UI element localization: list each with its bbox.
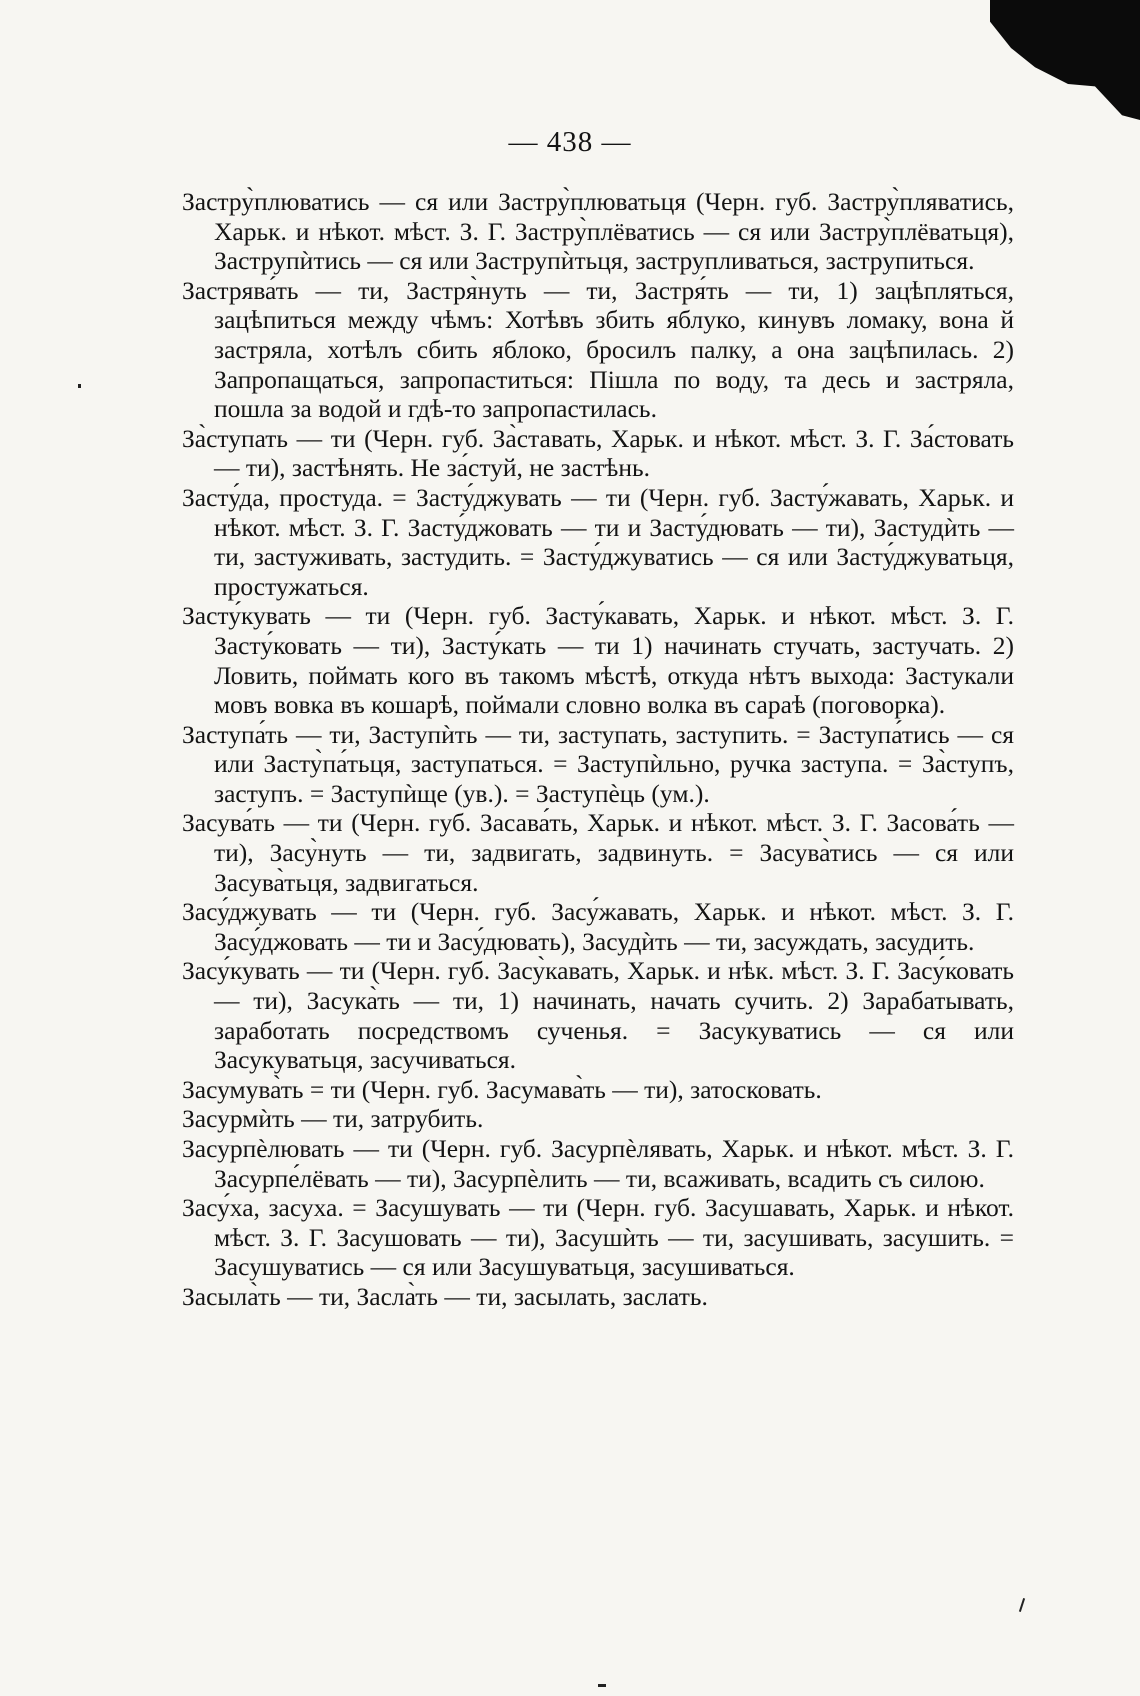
entry-zastukuvat: Засту́кувать — ти (Черн. губ. Засту́кавать, Харьк. и нѣкот. мѣст. З. Г. Засту́ковать — ти), Засту́кать — ти 1) начинать стучать, застучать. 2) Ловить, поймать кого въ такомъ мѣстѣ, откуда нѣтъ выхода: Застукали мовъ вовка въ кошарѣ, поймали словно волка въ сараѣ (поговорка). — [182, 601, 1014, 720]
scan-dark-corner — [990, 0, 1140, 120]
entry-zasylat: Засыла̀ть — ти, Засла̀ть — ти, засылать, заслать. — [182, 1281, 708, 1311]
page-number: — 438 — — [508, 126, 632, 158]
entry-zastryavat: Застрява́ть — ти, Застря̀нуть — ти, Застря́ть — ти, 1) зацѣпляться, зацѣпиться между чѣмъ: Хотѣвъ збить яблуко, кинувъ ломаку, вона й застряла, хотѣлъ сбить яблоко, бросилъ палку, а она зацѣпилась. 2) Запропащаться, запропаститься: Пішла по воду, та десь и застряла, пошла за водой и гдѣ-то запропастилась. — [182, 275, 1014, 424]
entry-zasumuvat: Засумува̀ть = ти (Черн. губ. Засумава̀ть — ти), затосковать. — [182, 1074, 822, 1104]
entry-zasukha: Засу́ха, засуха. = Засушувать — ти (Черн. губ. Засушавать, Харьк. и нѣкот. мѣст. З. Г. Засушовать — ти), Засушѝть — ти, засушивать, засушить. = Засушуватись — ся или Засушуватьця, засушиваться. — [182, 1193, 1014, 1282]
entry-zastuda: Засту́да, простуда. = Засту́джувать — ти (Черн. губ. Засту́жавать, Харьк. и нѣкот. мѣст. З. Г. Засту́джовать — ти и Засту́дювать — ти), Застудѝть — ти, застуживать, застудить. = Засту́джуватись — ся или Засту́джуватьця, простужаться. — [182, 482, 1014, 601]
entry-zasurpeluvat: Засурпѐлювать — ти (Черн. губ. Засурпѐлявать, Харьк. и нѣкот. мѣст. З. Г. Засурпе́лёвать — ти), Засурпѐлить — ти, всаживать, всадить съ силою. — [182, 1134, 1014, 1193]
entry-zastupat: За̀ступать — ти (Черн. губ. За̀ставать, Харьк. и нѣкот. мѣст. З. Г. За́стовать — ти), застѣнять. Не за́стуй, не застѣнь. — [182, 423, 1014, 483]
entry-zasudzhuvat: Засу́джувать — ти (Черн. губ. Засу́жавать, Харьк. и нѣкот. мѣст. З. Г. Засу́джовать — ти и Засу́дювать), Засудѝть — ти, засуждать, засудить. — [182, 897, 1014, 956]
entry-zastruplyuvatys: Застру̀плюватись — ся или Застру̀плюватьця (Черн. губ. Застру̀пляватись, Харьк. и нѣкот. мѣст. З. Г. Застру̀плёватись — ся или Застру̀плёватьця), Заструпѝтись — ся или Заструпѝтьця, заструпливаться, заструпиться. — [182, 187, 1014, 276]
scan-speck — [598, 1684, 606, 1687]
entry-zastupat-2: Заступа́ть — ти, Заступѝть — ти, заступать, заступить. = Заступа́тись — ся или Засту̀па́тьця, заступаться. = Заступѝльно, ручка заступа. = За̀ступъ, заступъ. = Заступѝще (ув.). = Заступѐць (ум.). — [182, 719, 1014, 808]
entry-zasurmyt: Засурмѝть — ти, затрубить. — [182, 1104, 484, 1134]
entry-zasuvat: Засува́ть — ти (Черн. губ. Засава́ть, Харьк. и нѣкот. мѣст. З. Г. Засова́ть — ти), Засу̀нуть — ти, задвигать, задвинуть. = Засува̀тись — ся или Засува̀тьця, задвигаться. — [182, 808, 1014, 897]
dictionary-entries — [182, 187, 1014, 1312]
scan-speck — [1019, 1598, 1025, 1612]
entry-zasukuvat: Засу́кувать — ти (Черн. губ. Засу̀кавать, Харьк. и нѣк. мѣст. З. Г. Засу́ковать — ти), Засука̀ть — ти, 1) начинать, начать сучить. 2) Зарабатывать, заработать посредствомъ сученья. = Засукуватись — ся или Засукуватьця, засучиваться. — [182, 956, 1014, 1075]
scan-speck — [78, 384, 81, 388]
